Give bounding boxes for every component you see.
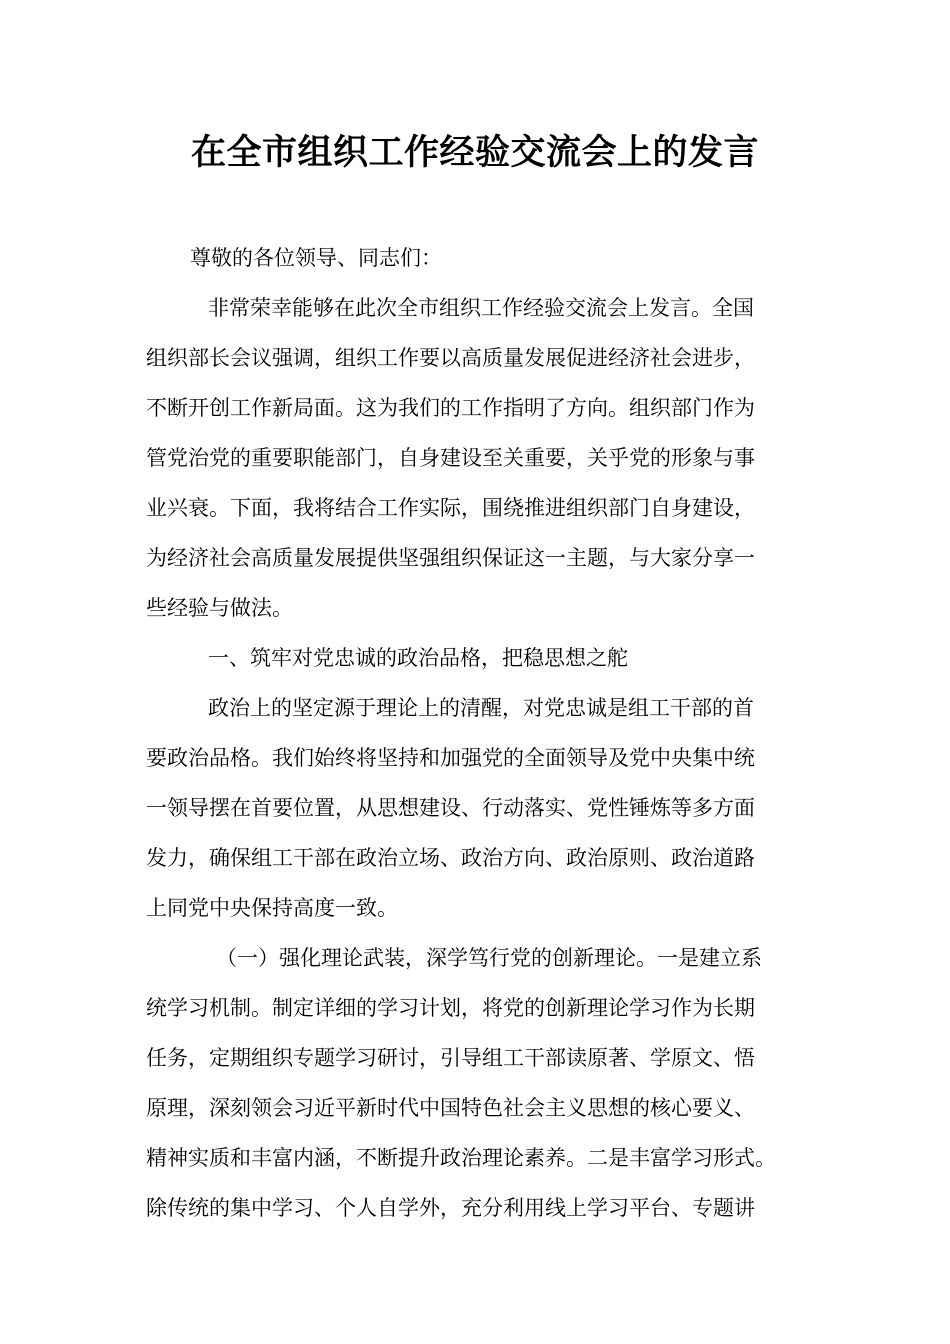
paragraph-line: 一领导摆在首要位置，从思想建设、行动落实、党性锤炼等多方面: [146, 796, 755, 820]
salutation-line: 尊敬的各位领导、同志们：: [190, 246, 442, 270]
paragraph-line: 非常荣幸能够在此次全市组织工作经验交流会上发言。全国: [208, 296, 754, 320]
paragraph-line: 任务，定期组织专题学习研讨，引导组工干部读原著、学原文、悟: [146, 1046, 755, 1070]
paragraph-line: 业兴衰。下面，我将结合工作实际，围绕推进组织部门自身建设，: [146, 496, 755, 520]
paragraph-line: 些经验与做法。: [146, 596, 293, 620]
document-body: [146, 233, 826, 1233]
paragraph-line: 上同党中央保持高度一致。: [146, 896, 398, 920]
paragraph-line: 政治上的坚定源于理论上的清醒，对党忠诚是组工干部的首: [208, 696, 754, 720]
paragraph-line: 管党治党的重要职能部门，自身建设至关重要，关乎党的形象与事: [146, 446, 755, 470]
paragraph-line: 组织部长会议强调，组织工作要以高质量发展促进经济社会进步，: [146, 346, 755, 370]
subsection-line: （一）强化理论武装，深学笃行党的创新理论。一是建立系: [216, 946, 762, 970]
document-title: 在全市组织工作经验交流会上的发言: [190, 133, 759, 173]
paragraph-line: 要政治品格。我们始终将坚持和加强党的全面领导及党中央集中统: [146, 746, 755, 770]
paragraph-line: 原理，深刻领会习近平新时代中国特色社会主义思想的核心要义、: [146, 1096, 755, 1120]
paragraph-line: 不断开创工作新局面。这为我们的工作指明了方向。组织部门作为: [146, 396, 755, 420]
paragraph-line: 统学习机制。制定详细的学习计划，将党的创新理论学习作为长期: [146, 996, 755, 1020]
paragraph-line: 除传统的集中学习、个人自学外，充分利用线上学习平台、专题讲: [146, 1196, 755, 1220]
section-heading: 一、筑牢对党忠诚的政治品格，把稳思想之舵: [208, 646, 628, 670]
paragraph-line: 精神实质和丰富内涵，不断提升政治理论素养。二是丰富学习形式。: [146, 1146, 776, 1170]
paragraph-line: 为经济社会高质量发展提供坚强组织保证这一主题，与大家分享一: [146, 546, 755, 570]
paragraph-line: 发力，确保组工干部在政治立场、政治方向、政治原则、政治道路: [146, 846, 755, 870]
